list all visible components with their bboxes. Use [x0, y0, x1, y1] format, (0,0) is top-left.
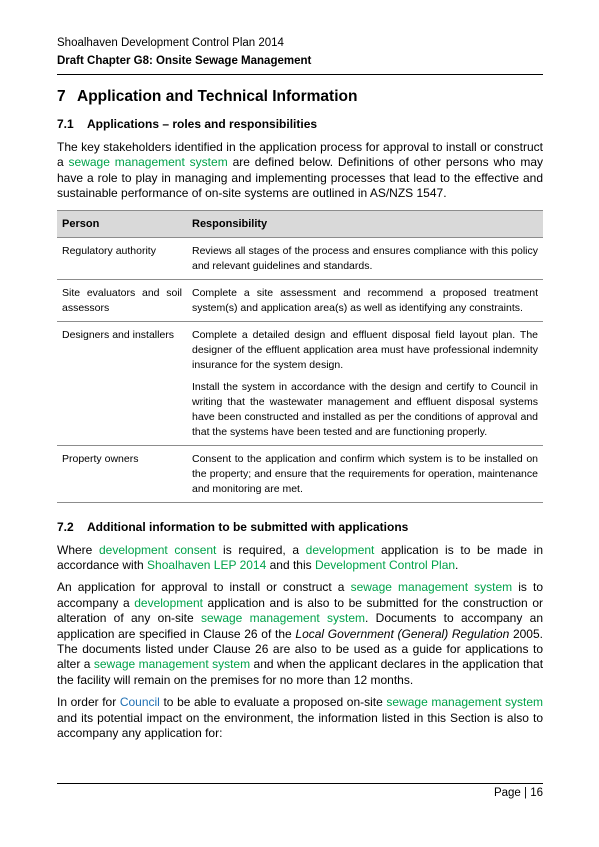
section-heading — [57, 88, 543, 106]
subsection-heading-7-1 — [57, 117, 543, 131]
definition-link[interactable]: sewage management system — [350, 580, 513, 595]
text-run: The key stakeholders identified in the application process for approval to install or construct a — [57, 140, 543, 170]
text-run: and when the applicant declares in the application that the facility will remain on the premises for no more than 12 months. — [57, 657, 544, 687]
paragraph-approval-application — [57, 580, 543, 688]
person-cell: Designers and installers — [57, 321, 187, 445]
text-run: application and is also to be submitted for the construction or alteration of any on-site — [57, 595, 543, 626]
responsibility-text: Consent to the application and confirm which system is to be installed on the property; and ensure that the requirements for operation, maintenance and monitoring are met. — [192, 452, 538, 495]
text-run: application is to be made in accordance with — [57, 542, 543, 573]
section-title: Application and Technical Information — [77, 88, 358, 105]
council-link[interactable]: Council — [119, 695, 160, 710]
text-run: is required, a — [216, 542, 306, 557]
header-chapter-title: Draft Chapter G8: Onsite Sewage Management — [57, 55, 312, 67]
text-run: An application for approval to install or construct a — [57, 580, 351, 595]
responsibility-text: Reviews all stages of the process and ensures compliance with this policy and relevant guidelines and standards. — [192, 244, 538, 272]
person-cell: Property owners — [57, 445, 187, 502]
text-run: 2005. The documents listed under Clause 26 are also to be used as a guide for applications to alter a — [57, 626, 543, 672]
definition-link[interactable]: sewage management system — [93, 657, 251, 672]
subsection-heading-7-2 — [57, 520, 543, 534]
text-run: to be able to evaluate a proposed on-site — [159, 695, 387, 710]
header-document-title: Shoalhaven Development Control Plan 2014 — [57, 37, 284, 49]
text-run: In order for — [57, 695, 120, 710]
definition-link[interactable]: sewage management system — [68, 155, 228, 170]
header-rule — [57, 74, 543, 75]
definition-link[interactable]: Shoalhaven LEP 2014 — [147, 558, 267, 573]
page-number: Page | 16 — [493, 787, 543, 799]
responsibility-text: Complete a site assessment and recommend a proposed treatment system(s) and application area(s) as well as identifying any constraints. — [192, 286, 538, 314]
definition-link[interactable]: sewage management system — [200, 611, 366, 626]
text-run: Where — [57, 542, 99, 557]
responsibility-cell — [187, 445, 543, 502]
table-row — [57, 321, 543, 445]
responsibility-text: Complete a detailed design and effluent disposal field layout plan. The designer of the effluent application area must have professional indemnity insurance for the system design. — [192, 328, 538, 371]
subsection-title: Additional information to be submitted with applications — [87, 519, 409, 534]
responsibility-cell — [187, 279, 543, 321]
person-cell: Regulatory authority — [57, 237, 187, 279]
text-run: are defined below. Definitions of other persons who may have a role to play in managing and implementing processes that lead to the effective and sustainable performance of on-site systems are outlined in AS/NZS 1547. — [57, 155, 544, 201]
intro-paragraph — [57, 140, 543, 202]
responsibility-cell — [187, 321, 543, 445]
column-header-person: Person — [57, 210, 187, 237]
definition-link[interactable]: sewage management system — [386, 695, 544, 710]
definition-link[interactable]: development — [134, 595, 203, 610]
page-content — [57, 88, 543, 749]
paragraph-council-evaluation — [57, 695, 543, 741]
definition-link[interactable]: development — [305, 542, 375, 557]
text-run: and its potential impact on the environment, the information listed in this Section is also to accompany any application for: — [57, 710, 543, 741]
regulation-title: Local Government (General) Regulation — [295, 626, 510, 641]
column-header-responsibility: Responsibility — [187, 210, 543, 237]
table-header-row — [57, 210, 543, 237]
table-row — [57, 237, 543, 279]
subsection-number: 7.2 — [57, 519, 74, 534]
responsibilities-table — [57, 210, 543, 503]
table-row — [57, 279, 543, 321]
responsibility-text: Install the system in accordance with the design and certify to Council in writing that the wastewater management and effluent disposal systems have been constructed and installed as per the conditions of approval and that the systems have been tested and are functioning properly. — [192, 380, 538, 438]
subsection-number: 7.1 — [57, 117, 74, 131]
definition-link[interactable]: development consent — [99, 542, 217, 557]
text-run: and this — [266, 558, 315, 573]
subsection-title: Applications – roles and responsibilities — [87, 117, 318, 131]
section-number: 7 — [57, 88, 66, 105]
footer-rule — [57, 783, 543, 784]
text-run: . — [455, 558, 459, 573]
paragraph-development-consent — [57, 543, 543, 574]
text-run: . Documents to accompany an application are specified in Clause 26 of the — [57, 611, 543, 641]
person-cell: Site evaluators and soil assessors — [57, 279, 187, 321]
responsibility-cell — [187, 237, 543, 279]
definition-link[interactable]: Development Control Plan — [314, 558, 456, 573]
table-row — [57, 445, 543, 502]
text-run: is to accompany a — [57, 580, 544, 610]
